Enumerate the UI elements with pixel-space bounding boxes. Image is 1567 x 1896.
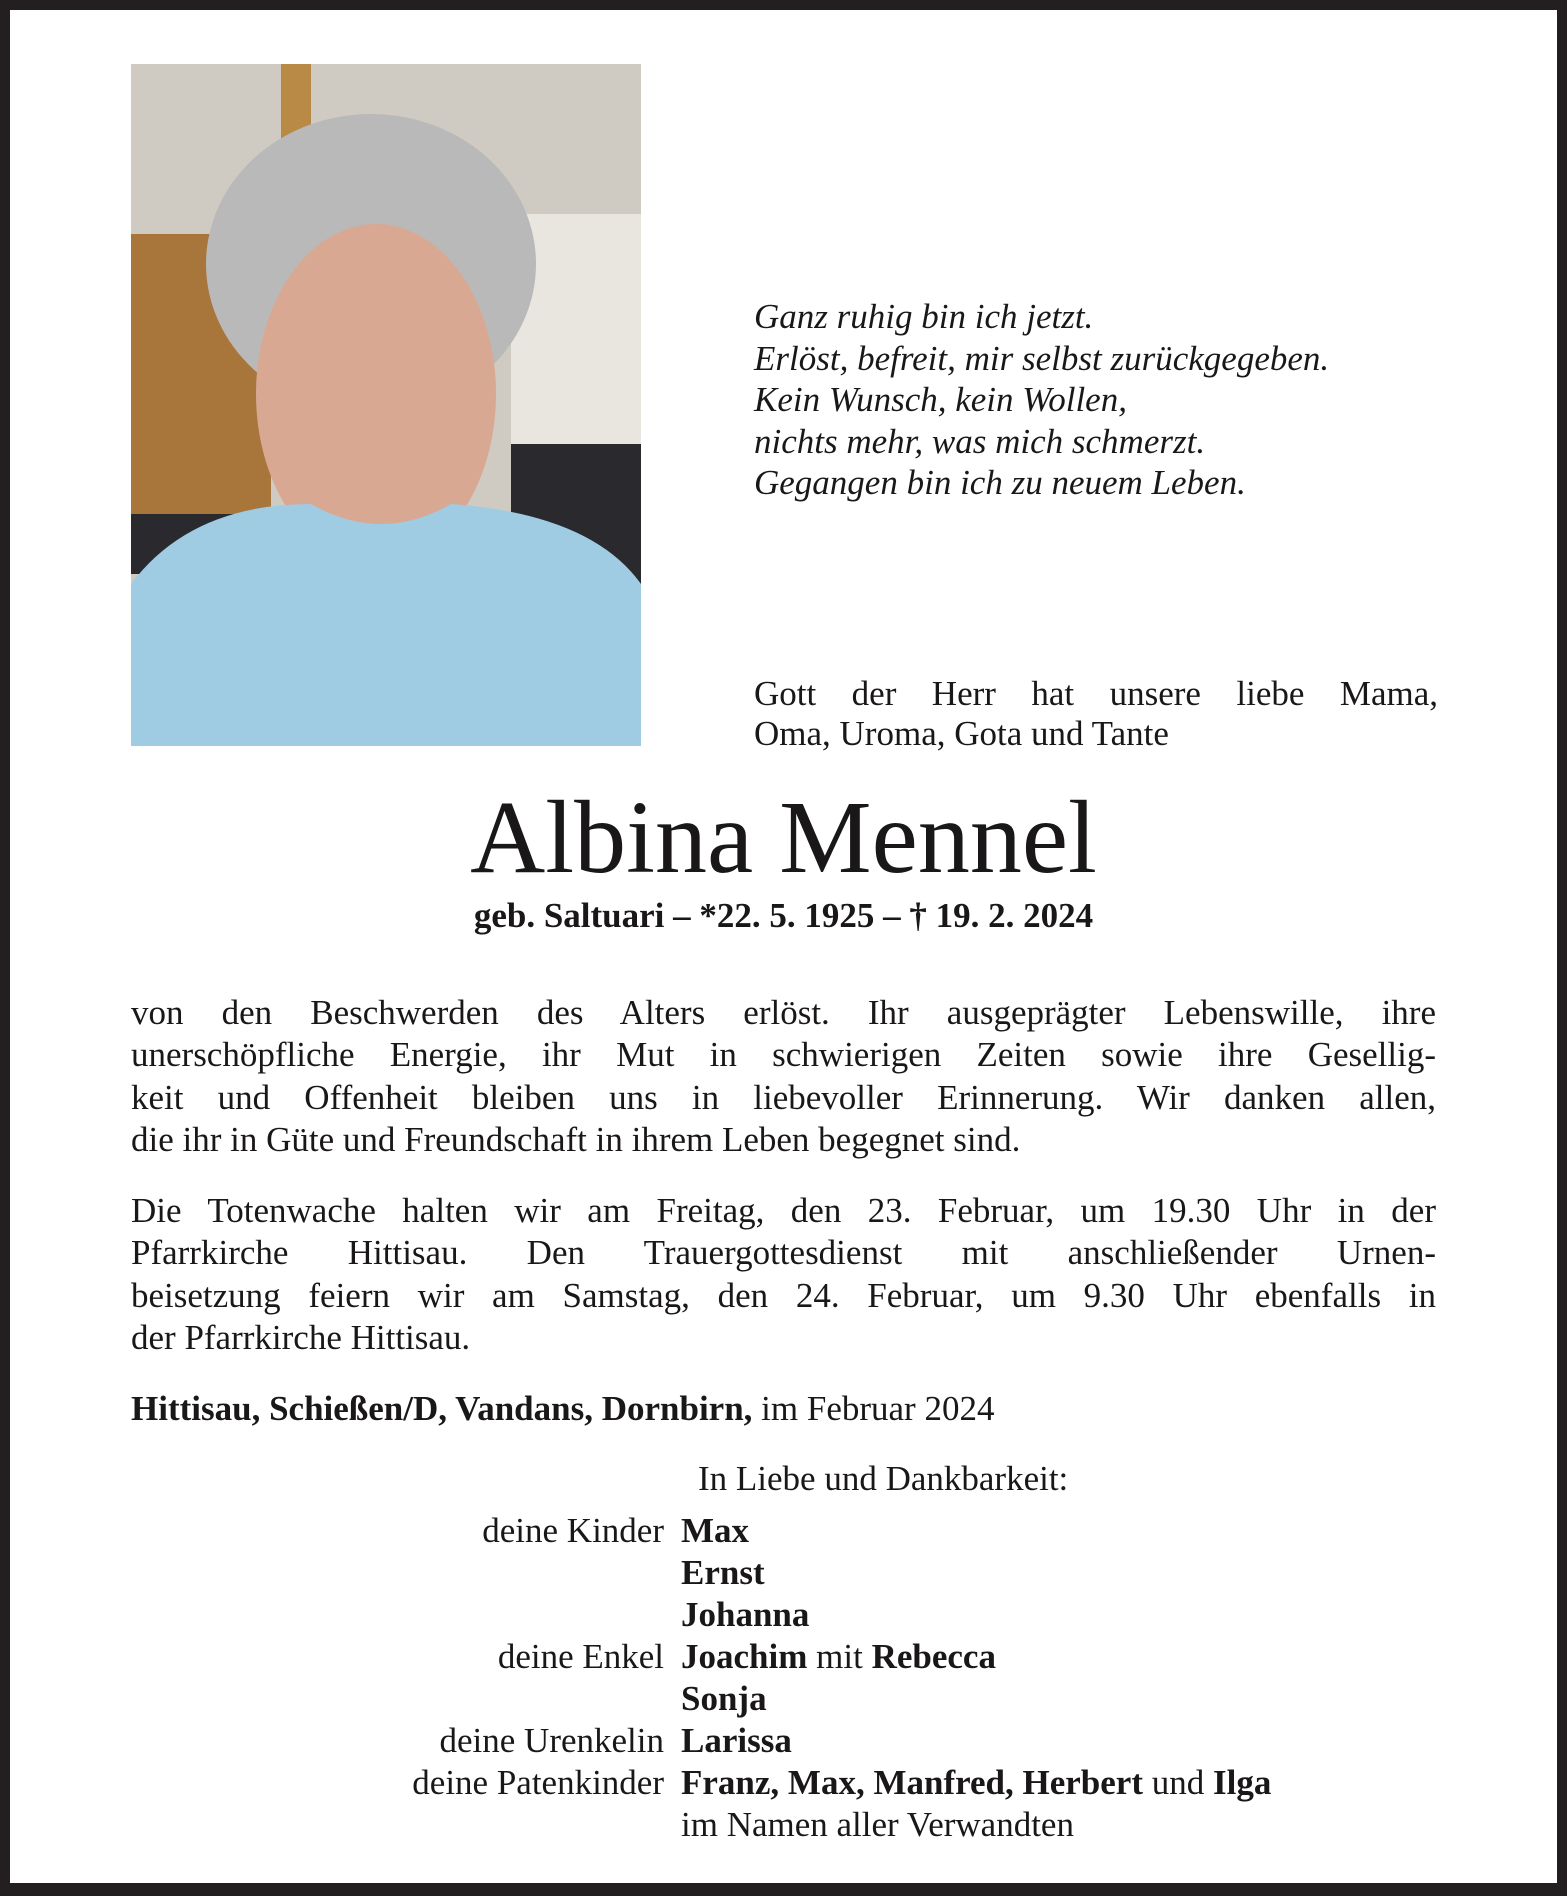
family-names: Larissa (681, 1721, 792, 1760)
text-line: Die Totenwache halten wir am Freitag, den 23. Februar, um 19.30 Uhr in der (131, 1191, 1436, 1230)
family-names: Ernst (681, 1553, 765, 1592)
paragraph-remembrance (131, 992, 1436, 1161)
family-row (10, 1636, 1271, 1678)
text-line: keit und Offenheit bleiben uns in liebevoller Erinnerung. Wir danken allen, (131, 1077, 1436, 1117)
text-line: beisetzung feiern wir am Samstag, den 24. Februar, um 9.30 Uhr ebenfalls in (131, 1275, 1436, 1315)
text-line: die ihr in Güte und Freundschaft in ihrem Leben begegnet sind. (131, 1119, 1021, 1159)
family-names: Sonja (681, 1679, 767, 1718)
obituary-page (10, 10, 1557, 1883)
text-line: Pfarrkirche Hittisau. Den Trauergottesdienst mit anschließender Urnen- (131, 1233, 1436, 1273)
text-line: unerschöpfliche Energie, ihr Mut in schwierigen Zeiten sowie ihre Gesellig- (131, 1035, 1436, 1075)
family-row (10, 1762, 1271, 1804)
family-row (10, 1552, 1271, 1594)
relation-label (10, 1678, 681, 1720)
relation-label: deine Patenkinder (412, 1763, 664, 1802)
relation-label (10, 1594, 681, 1636)
closing-line: im Namen aller Verwandten (681, 1805, 1074, 1844)
family-names: Johanna (681, 1595, 810, 1634)
relation-label (10, 1552, 681, 1594)
paragraph-funeral-details (131, 1190, 1436, 1359)
intro-text (754, 674, 1438, 754)
family-row (10, 1720, 1271, 1762)
intro-line: Oma, Uroma, Gota und Tante (754, 714, 1169, 753)
family-row (10, 1510, 1271, 1552)
family-names: Rebecca (871, 1637, 996, 1676)
portrait-photo (131, 64, 641, 746)
conjunction: mit (816, 1637, 863, 1676)
relation-label: deine Kinder (482, 1511, 664, 1550)
poem-line: Gegangen bin ich zu neuem Leben. (754, 463, 1246, 502)
relation-label: deine Urenkelin (439, 1721, 664, 1760)
family-row (10, 1594, 1271, 1636)
poem-line: Kein Wunsch, kein Wollen, (754, 380, 1127, 419)
poem-line: nichts mehr, was mich schmerzt. (754, 421, 1206, 461)
family-names: Franz, Max, Manfred, Herbert (681, 1763, 1143, 1802)
birth-death-dates: geb. Saltuari – *22. 5. 1925 – † 19. 2. 2024 (473, 896, 1094, 935)
date: im Februar 2024 (761, 1389, 995, 1428)
family-names: Joachim (681, 1637, 808, 1676)
relation-label: deine Enkel (497, 1637, 664, 1676)
thanks-line: In Liebe und Dankbarkeit: (698, 1459, 1069, 1498)
locations: Hittisau, Schießen/D, Vandans, Dornbirn, (131, 1389, 753, 1428)
poem-line: Erlöst, befreit, mir selbst zurückgegeben. (754, 338, 1330, 378)
text-line: von den Beschwerden des Alters erlöst. Ihr ausgeprägter Lebenswille, ihre (131, 993, 1436, 1032)
family-row (10, 1678, 1271, 1720)
family-names: Max (681, 1511, 750, 1550)
intro-line: Gott der Herr hat unsere liebe Mama, (754, 674, 1438, 713)
poem-line: Ganz ruhig bin ich jetzt. (754, 297, 1094, 336)
family-names: Ilga (1213, 1763, 1272, 1802)
family-list (10, 1510, 1271, 1846)
deceased-name: Albina Mennel (470, 780, 1097, 895)
family-row (10, 1804, 1271, 1846)
poem (754, 296, 1329, 504)
conjunction: und (1151, 1763, 1205, 1802)
place-date-line (131, 1388, 994, 1430)
text-line: der Pfarrkirche Hittisau. (131, 1317, 471, 1357)
